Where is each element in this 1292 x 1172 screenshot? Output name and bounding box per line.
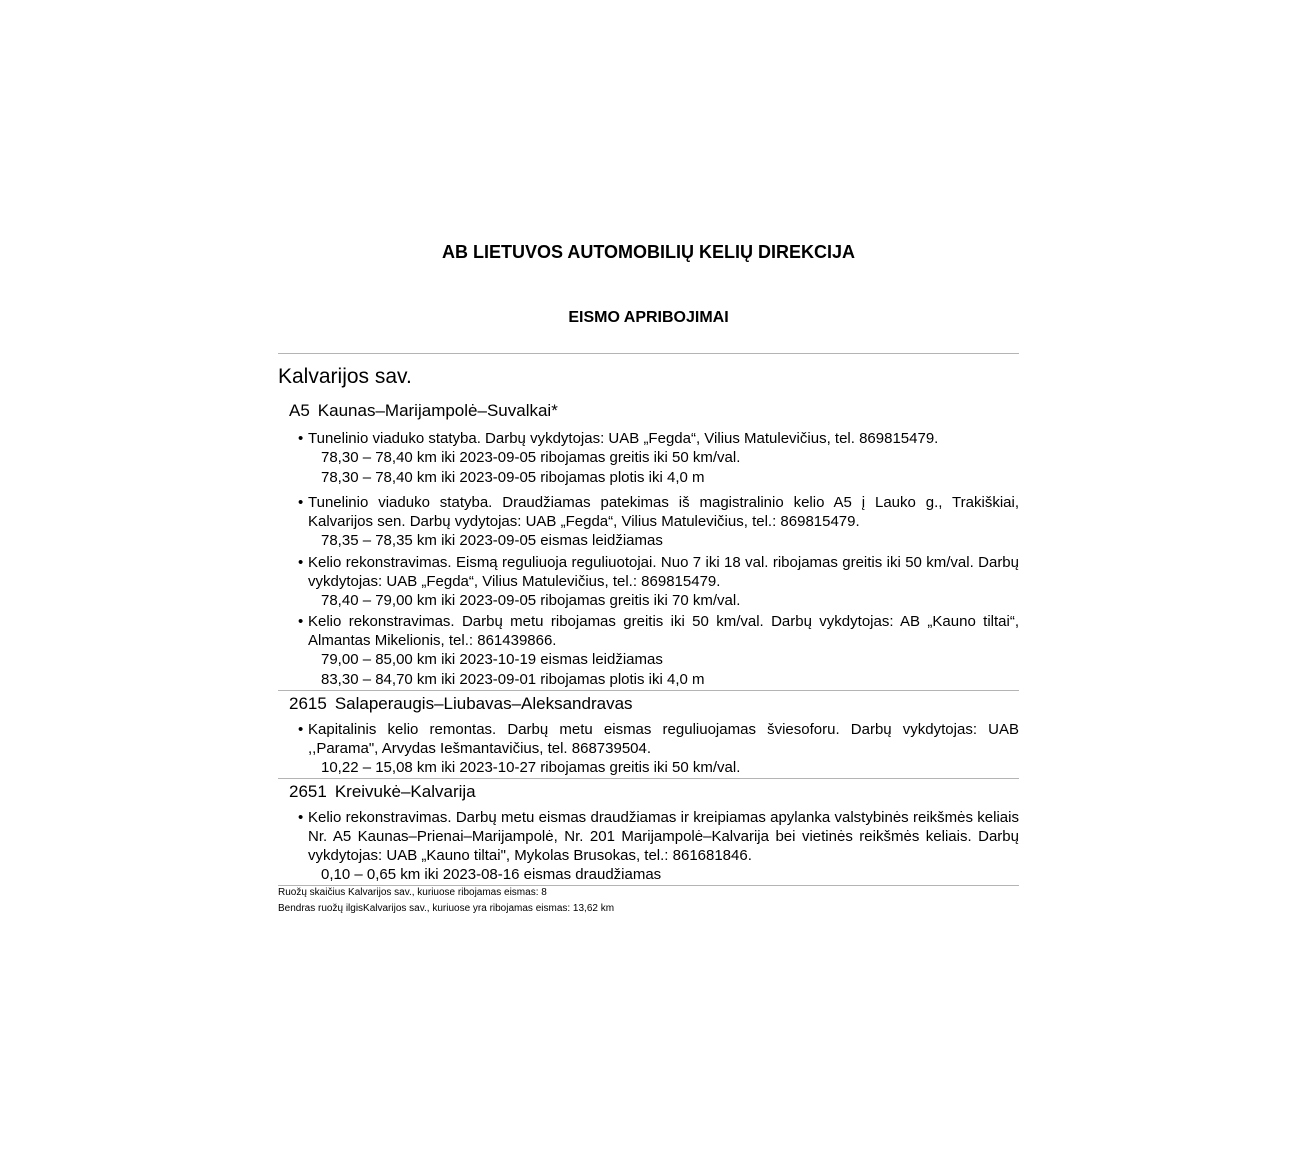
work-description: • Kelio rekonstravimas. Darbų metu eismas draudžiamas ir kreipiamas apylanka valstybinės reikšmės keliais Nr. A5 Kaunas–Prienai–Marijampolė, Nr. 201 Marijampolė–Kalvarija bei vietinės reikšmės keliais. Darbų vykdytojas: UAB „Kauno tiltai", Mykolas Brusokas, tel.: 861681846. bbox=[298, 809, 1019, 864]
restriction-item bbox=[298, 808, 1019, 885]
restriction-line: 10,22 – 15,08 km iki 2023-10-27 ribojamas greitis iki 50 km/val. bbox=[321, 759, 741, 776]
restriction-item bbox=[298, 612, 1019, 690]
document-title: EISMO APRIBOJIMAI bbox=[568, 309, 729, 326]
divider bbox=[278, 778, 1019, 779]
road-name: Kreivukė–Kalvarija bbox=[334, 782, 476, 801]
restriction-item bbox=[298, 429, 1019, 488]
bullet-icon: • bbox=[298, 721, 304, 738]
restriction-line: 78,35 – 78,35 km iki 2023-09-05 eismas leidžiamas bbox=[321, 532, 663, 549]
road-number: 2615 bbox=[289, 694, 327, 713]
restriction-item bbox=[298, 553, 1019, 611]
bullet-icon: • bbox=[298, 613, 304, 630]
road-heading bbox=[289, 694, 633, 714]
bullet-icon: • bbox=[298, 430, 304, 447]
work-description: • Kapitalinis kelio remontas. Darbų metu eismas reguliuojamas šviesoforu. Darbų vykdytojas: UAB ,,Parama", Arvydas Iešmantavičius, tel. 868739504. bbox=[298, 721, 1019, 757]
restriction-line: 83,30 – 84,70 km iki 2023-09-01 ribojamas plotis iki 4,0 m bbox=[321, 671, 705, 688]
restriction-line: 79,00 – 85,00 km iki 2023-10-19 eismas leidžiamas bbox=[321, 651, 663, 668]
restriction-line: 0,10 – 0,65 km iki 2023-08-16 eismas draudžiamas bbox=[321, 866, 662, 883]
road-number: A5 bbox=[289, 401, 310, 420]
restriction-item bbox=[298, 720, 1019, 778]
divider bbox=[278, 690, 1019, 691]
restriction-line: 78,40 – 79,00 km iki 2023-09-05 ribojamas greitis iki 70 km/val. bbox=[321, 592, 741, 609]
work-description: • Kelio rekonstravimas. Eismą reguliuoja reguliuotojai. Nuo 7 iki 18 val. ribojamas greitis iki 50 km/val. Darbų vykdytojas: UAB „Fegda“, Vilius Matulevičius, tel.: 869815479. bbox=[298, 554, 1019, 590]
restriction-item bbox=[298, 493, 1019, 551]
summary-count: Ruožų skaičius Kalvarijos sav., kuriuose ribojamas eismas: 8 bbox=[278, 887, 547, 898]
road-name: Salaperaugis–Liubavas–Aleksandravas bbox=[334, 694, 633, 713]
restriction-line: 78,30 – 78,40 km iki 2023-09-05 ribojamas plotis iki 4,0 m bbox=[321, 469, 705, 486]
work-description: • Kelio rekonstravimas. Darbų metu ribojamas greitis iki 50 km/val. Darbų vykdytojas: AB „Kauno tiltai“, Almantas Mikelionis, tel.: 861439866. bbox=[298, 613, 1019, 649]
divider bbox=[278, 885, 1019, 886]
bullet-icon: • bbox=[298, 809, 304, 826]
restriction-line: 78,30 – 78,40 km iki 2023-09-05 ribojamas greitis iki 50 km/val. bbox=[321, 449, 741, 466]
work-description: • Tunelinio viaduko statyba. Draudžiamas patekimas iš magistralinio kelio A5 į Lauko g., Trakiškiai, Kalvarijos sen. Darbų vydytojas: UAB „Fegda“, Vilius Matulevičius, tel.: 869815479. bbox=[298, 494, 1019, 530]
municipality-heading: Kalvarijos sav. bbox=[278, 365, 412, 388]
work-description: • Tunelinio viaduko statyba. Darbų vykdytojas: UAB „Fegda“, Vilius Matulevičius, tel. 869815479. bbox=[298, 430, 939, 447]
bullet-icon: • bbox=[298, 554, 304, 571]
organization-title: AB LIETUVOS AUTOMOBILIŲ KELIŲ DIREKCIJA bbox=[441, 242, 855, 262]
divider bbox=[278, 353, 1019, 354]
road-heading bbox=[289, 401, 558, 421]
road-name: Kaunas–Marijampolė–Suvalkai* bbox=[317, 401, 558, 420]
bullet-icon: • bbox=[298, 494, 304, 511]
road-number: 2651 bbox=[289, 782, 327, 801]
road-heading bbox=[289, 782, 476, 802]
summary-length: Bendras ruožų ilgisKalvarijos sav., kuriuose yra ribojamas eismas: 13,62 km bbox=[278, 903, 615, 914]
